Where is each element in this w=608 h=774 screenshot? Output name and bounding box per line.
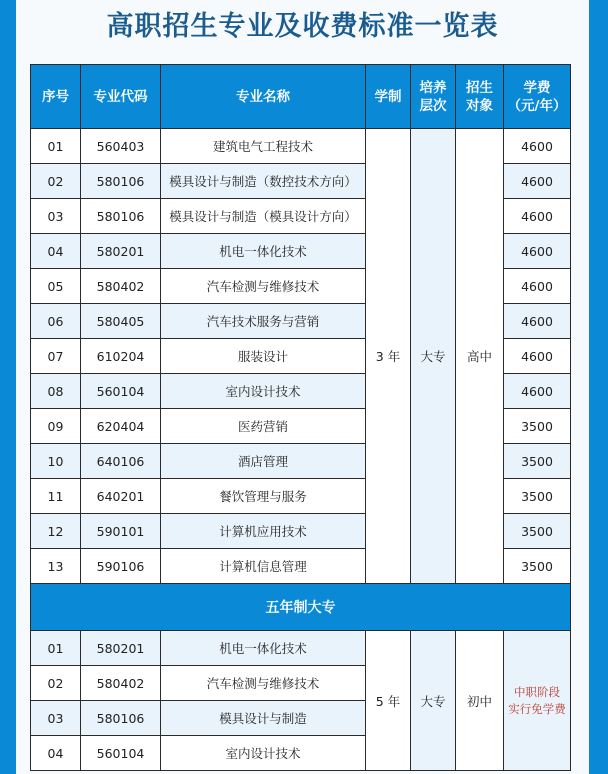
row-fee: 4600 — [504, 199, 571, 234]
header-level — [411, 65, 456, 129]
header-fee-line1: 学费 — [523, 79, 551, 96]
level-cell: 大专 — [411, 631, 456, 771]
header-fee — [504, 65, 571, 129]
row-major-name: 计算机信息管理 — [161, 549, 366, 584]
fee-note-cell — [504, 631, 571, 771]
header-name: 专业名称 — [161, 65, 366, 129]
row-major-name: 模具设计与制造（模具设计方向） — [161, 199, 366, 234]
fee-note-line1: 中职阶段 — [514, 684, 560, 699]
row-fee: 3500 — [504, 549, 571, 584]
row-major-name: 汽车技术服务与营销 — [161, 304, 366, 339]
section-title-five-year: 五年制大专 — [31, 584, 571, 631]
header-index: 序号 — [31, 65, 81, 129]
table-row — [31, 631, 571, 666]
header-target-line1: 招生 — [466, 79, 493, 96]
row-fee: 3500 — [504, 479, 571, 514]
row-fee: 4600 — [504, 234, 571, 269]
row-major-name: 服装设计 — [161, 339, 366, 374]
row-major-name: 医药营销 — [161, 409, 366, 444]
five-year-section-header — [31, 584, 571, 631]
row-code: 580106 — [81, 701, 161, 736]
level-cell: 大专 — [411, 129, 456, 584]
row-major-name: 室内设计技术 — [161, 374, 366, 409]
row-fee: 4600 — [504, 339, 571, 374]
row-major-name: 计算机应用技术 — [161, 514, 366, 549]
row-fee: 4600 — [504, 129, 571, 164]
row-major-name: 建筑电气工程技术 — [161, 129, 366, 164]
header-duration: 学制 — [366, 65, 411, 129]
duration-cell: 3 年 — [366, 129, 411, 584]
row-code: 580106 — [81, 199, 161, 234]
row-fee: 4600 — [504, 269, 571, 304]
row-index: 07 — [31, 339, 81, 374]
row-index: 04 — [31, 736, 81, 771]
row-major-name: 机电一体化技术 — [161, 234, 366, 269]
row-code: 640106 — [81, 444, 161, 479]
header-target — [456, 65, 504, 129]
row-fee: 4600 — [504, 164, 571, 199]
row-code: 580402 — [81, 269, 161, 304]
row-fee: 4600 — [504, 304, 571, 339]
row-index: 02 — [31, 666, 81, 701]
row-index: 03 — [31, 199, 81, 234]
row-code: 580201 — [81, 234, 161, 269]
row-index: 10 — [31, 444, 81, 479]
row-code: 640201 — [81, 479, 161, 514]
row-major-name: 酒店管理 — [161, 444, 366, 479]
row-fee: 3500 — [504, 444, 571, 479]
row-code: 580106 — [81, 164, 161, 199]
row-major-name: 室内设计技术 — [161, 736, 366, 771]
duration-cell: 5 年 — [366, 631, 411, 771]
row-code: 580201 — [81, 631, 161, 666]
table-header-row — [31, 65, 571, 129]
row-index: 08 — [31, 374, 81, 409]
row-major-name: 汽车检测与维修技术 — [161, 269, 366, 304]
row-index: 13 — [31, 549, 81, 584]
row-index: 01 — [31, 631, 81, 666]
row-index: 11 — [31, 479, 81, 514]
row-code: 580402 — [81, 666, 161, 701]
left-blue-border — [0, 0, 16, 774]
row-index: 04 — [31, 234, 81, 269]
row-index: 06 — [31, 304, 81, 339]
row-code: 590101 — [81, 514, 161, 549]
row-code: 580405 — [81, 304, 161, 339]
header-level-line1: 培养 — [419, 79, 447, 96]
row-code: 590106 — [81, 549, 161, 584]
row-index: 05 — [31, 269, 81, 304]
page-title: 高职招生专业及收费标准一览表 — [106, 11, 499, 42]
row-major-name: 机电一体化技术 — [161, 631, 366, 666]
header-level-line2: 层次 — [419, 97, 447, 114]
row-fee: 3500 — [504, 514, 571, 549]
five-year-section — [31, 631, 571, 771]
row-index: 09 — [31, 409, 81, 444]
fee-note-line2: 实行免学费 — [508, 701, 566, 716]
table-row — [31, 129, 571, 164]
row-major-name: 汽车检测与维修技术 — [161, 666, 366, 701]
header-code: 专业代码 — [81, 65, 161, 129]
row-index: 01 — [31, 129, 81, 164]
target-cell: 初中 — [456, 631, 504, 771]
row-index: 03 — [31, 701, 81, 736]
header-target-line2: 对象 — [466, 97, 493, 114]
row-fee: 3500 — [504, 409, 571, 444]
row-major-name: 餐饮管理与服务 — [161, 479, 366, 514]
row-code: 620404 — [81, 409, 161, 444]
row-fee: 4600 — [504, 374, 571, 409]
row-major-name: 模具设计与制造（数控技术方向） — [161, 164, 366, 199]
row-index: 02 — [31, 164, 81, 199]
target-cell: 高中 — [456, 129, 504, 584]
row-index: 12 — [31, 514, 81, 549]
right-blue-border — [589, 0, 608, 774]
row-code: 560104 — [81, 374, 161, 409]
row-code: 610204 — [81, 339, 161, 374]
row-major-name: 模具设计与制造 — [161, 701, 366, 736]
row-code: 560403 — [81, 129, 161, 164]
majors-fee-table — [30, 64, 571, 771]
section-header-row — [31, 584, 571, 631]
row-code: 560104 — [81, 736, 161, 771]
header-fee-line2: （元/年） — [507, 97, 567, 114]
three-year-section — [31, 129, 571, 584]
